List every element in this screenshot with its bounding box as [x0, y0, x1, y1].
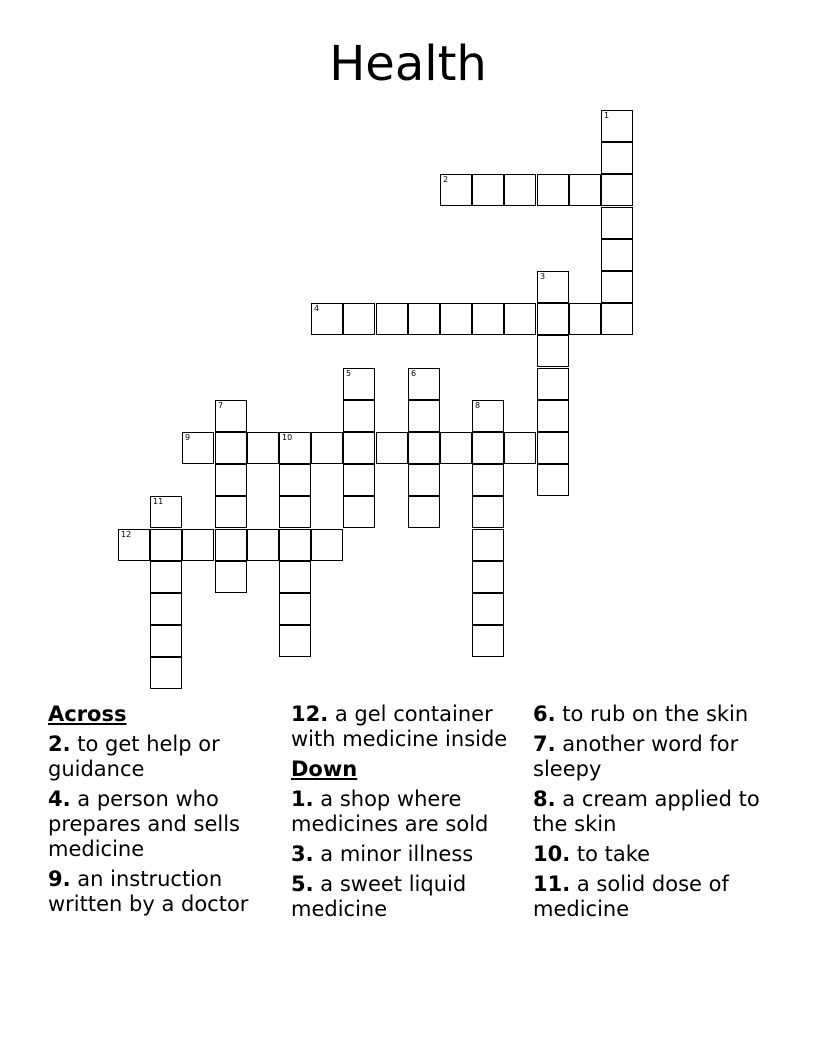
grid-cell[interactable]	[537, 174, 569, 206]
puzzle-title: Health	[329, 36, 487, 92]
grid-cell[interactable]	[279, 432, 311, 464]
clue-across-9: 9. an instruction written by a doctor	[48, 867, 249, 916]
cell-number: 11	[153, 497, 164, 506]
cell-number: 7	[218, 401, 224, 410]
grid-cell[interactable]	[311, 432, 343, 464]
cell-number: 6	[411, 369, 417, 378]
grid-cell[interactable]	[279, 593, 311, 625]
grid-cell[interactable]	[279, 625, 311, 657]
grid-cell[interactable]	[472, 464, 504, 496]
grid-cell[interactable]	[472, 593, 504, 625]
clue-down-5: 5. a sweet liquid medicine	[291, 872, 467, 921]
grid-cell[interactable]	[472, 529, 504, 561]
grid-cell[interactable]	[601, 239, 633, 271]
grid-cell[interactable]	[376, 303, 408, 335]
grid-cell[interactable]	[215, 561, 247, 593]
grid-cell[interactable]	[279, 529, 311, 561]
grid-cell[interactable]	[343, 400, 375, 432]
grid-cell[interactable]	[537, 368, 569, 400]
clue-down-3: 3. a minor illness	[291, 842, 474, 866]
grid-cell[interactable]	[247, 529, 279, 561]
grid-cell[interactable]	[408, 400, 440, 432]
grid-cell[interactable]	[182, 529, 214, 561]
grid-cell[interactable]	[504, 432, 536, 464]
grid-cell[interactable]	[537, 271, 569, 303]
grid-cell[interactable]	[440, 174, 472, 206]
grid-cell[interactable]	[472, 400, 504, 432]
grid-cell[interactable]	[537, 432, 569, 464]
clue-column-2	[291, 702, 527, 927]
grid-cell[interactable]	[279, 464, 311, 496]
grid-cell[interactable]	[537, 400, 569, 432]
grid-cell[interactable]	[440, 303, 472, 335]
grid-cell[interactable]	[182, 432, 214, 464]
grid-cell[interactable]	[150, 593, 182, 625]
clue-across-4: 4. a person who prepares and sells medicine	[48, 787, 240, 861]
grid-cell[interactable]	[408, 303, 440, 335]
grid-cell[interactable]	[472, 432, 504, 464]
grid-cell[interactable]	[569, 174, 601, 206]
grid-cell[interactable]	[247, 432, 279, 464]
clue-down-1: 1. a shop where medicines are sold	[291, 787, 489, 836]
grid-cell[interactable]	[601, 110, 633, 142]
grid-cell[interactable]	[150, 625, 182, 657]
grid-cell[interactable]	[215, 432, 247, 464]
grid-cell[interactable]	[408, 496, 440, 528]
grid-cell[interactable]	[343, 368, 375, 400]
grid-cell[interactable]	[408, 464, 440, 496]
grid-cell[interactable]	[537, 335, 569, 367]
grid-cell[interactable]	[311, 303, 343, 335]
grid-cell[interactable]	[537, 464, 569, 496]
clue-across-12: 12. a gel container with medicine inside	[291, 702, 508, 751]
grid-cell[interactable]	[408, 368, 440, 400]
grid-cell[interactable]	[408, 432, 440, 464]
grid-cell[interactable]	[118, 529, 150, 561]
cell-number: 5	[346, 369, 352, 378]
grid-cell[interactable]	[601, 303, 633, 335]
down-heading: Down	[291, 757, 358, 781]
clue-down-6: 6. to rub on the skin	[533, 702, 749, 726]
grid-cell[interactable]	[601, 271, 633, 303]
grid-cell[interactable]	[215, 464, 247, 496]
grid-cell[interactable]	[440, 432, 472, 464]
cell-number: 2	[443, 175, 449, 184]
grid-cell[interactable]	[150, 657, 182, 689]
grid-cell[interactable]	[601, 174, 633, 206]
grid-cell[interactable]	[504, 303, 536, 335]
grid-cell[interactable]	[537, 303, 569, 335]
clue-down-8: 8. a cream applied to the skin	[533, 787, 760, 836]
clue-down-10: 10. to take	[533, 842, 651, 866]
grid-cell[interactable]	[343, 496, 375, 528]
grid-cell[interactable]	[311, 529, 343, 561]
grid-cell[interactable]	[601, 142, 633, 174]
grid-cell[interactable]	[504, 174, 536, 206]
grid-cell[interactable]	[343, 303, 375, 335]
cell-number: 9	[185, 433, 191, 442]
clue-column-3	[533, 702, 769, 927]
cell-number: 12	[121, 530, 132, 539]
cell-number: 8	[475, 401, 481, 410]
grid-cell[interactable]	[601, 207, 633, 239]
grid-cell[interactable]	[150, 496, 182, 528]
grid-cell[interactable]	[472, 561, 504, 593]
grid-cell[interactable]	[279, 496, 311, 528]
grid-cell[interactable]	[472, 625, 504, 657]
cell-number: 10	[282, 433, 293, 442]
clue-across-2: 2. to get help or guidance	[48, 732, 220, 781]
grid-cell[interactable]	[215, 529, 247, 561]
grid-cell[interactable]	[472, 303, 504, 335]
cell-number: 1	[604, 111, 610, 120]
across-heading: Across	[48, 702, 127, 726]
cell-number: 4	[314, 304, 320, 313]
grid-cell[interactable]	[472, 496, 504, 528]
grid-cell[interactable]	[150, 561, 182, 593]
grid-cell[interactable]	[215, 400, 247, 432]
cell-number: 3	[540, 272, 546, 281]
clue-down-11: 11. a solid dose of medicine	[533, 872, 729, 921]
clue-down-7: 7. another word for sleepy	[533, 732, 739, 781]
grid-cell[interactable]	[343, 432, 375, 464]
grid-cell[interactable]	[472, 174, 504, 206]
grid-cell[interactable]	[150, 529, 182, 561]
grid-cell[interactable]	[343, 464, 375, 496]
grid-cell[interactable]	[376, 432, 408, 464]
grid-cell[interactable]	[569, 303, 601, 335]
grid-cell[interactable]	[215, 496, 247, 528]
clue-column-1	[48, 702, 284, 922]
grid-cell[interactable]	[279, 561, 311, 593]
